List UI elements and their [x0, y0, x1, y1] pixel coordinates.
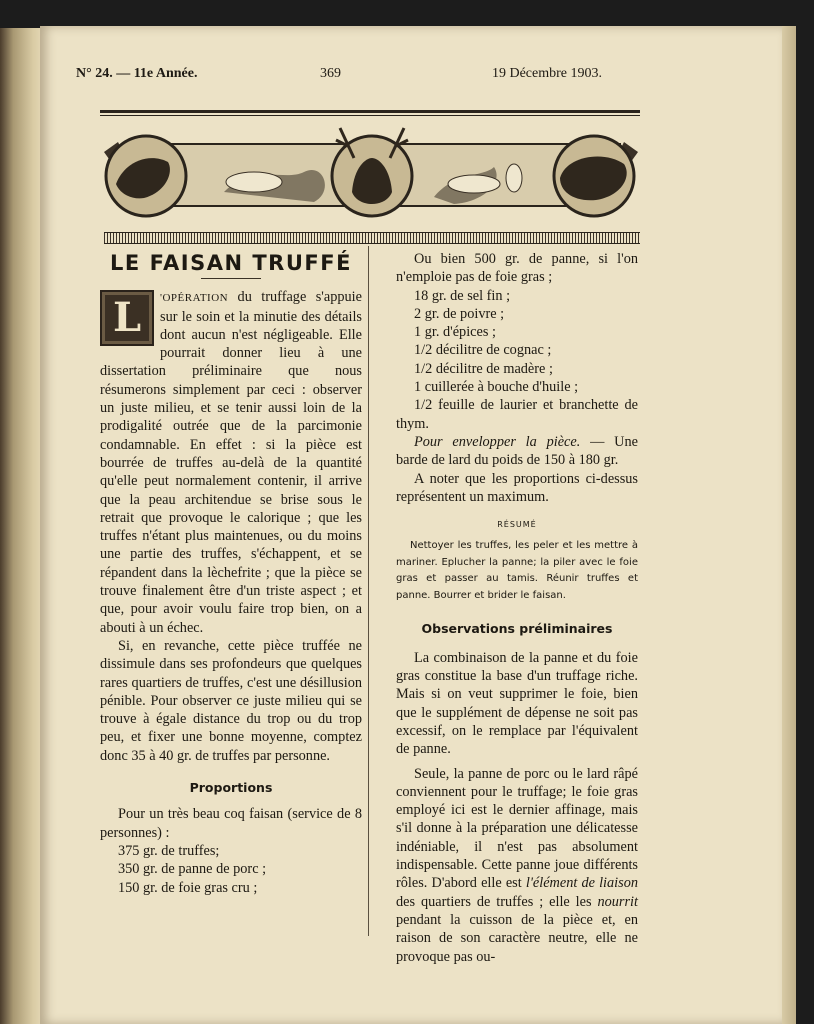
obs2-text-b: des quartiers de truffes ; elle les [396, 893, 598, 910]
ingredient-item: 350 gr. de panne de porc ; [118, 861, 267, 878]
envelop-italic: Pour envelopper la pièce. [414, 433, 581, 450]
resume-text: Nettoyer les truffes, les peler et les mettre à mariner. Eplucher la panne; la piler avec le foie gras et passer au tamis. Réunir truffes et panne. Bourrer et brider le faisan. [396, 540, 638, 601]
envelop-paragraph [396, 433, 638, 470]
book-spine [0, 28, 44, 1024]
article-title: LE FAISAN TRUFFÉ [110, 251, 352, 275]
ingredient-item: 1 gr. d'épices ; [414, 324, 496, 341]
observations-paragraph-1: La combinaison de la panne et du foie gras constitue la base d'un truffage riche. Mais si on veut supprimer le foie, bien que le supplément de dépense ne soit pas excessif, on le remplace par l'équivalent de panne. [396, 649, 638, 758]
column-divider [368, 246, 369, 936]
proportions-intro: Pour un très beau coq faisan (service de 8 personnes) : [100, 806, 362, 841]
ingredient-item-last: 1/2 feuille de laurier et branchette de thym. [396, 397, 638, 432]
lead-paragraph [100, 288, 362, 637]
ingredient-item: 1 cuillerée à bouche d'huile ; [414, 379, 579, 396]
right-column [396, 250, 638, 966]
observations-heading: Observations préliminaires [421, 621, 613, 637]
issue-date: 19 Décembre 1903. [491, 66, 602, 81]
game-animals-banner [104, 122, 638, 228]
ingredient-item: 375 gr. de truffes; [118, 842, 220, 859]
ingredient-item: 18 gr. de sel fin ; [414, 287, 511, 304]
paragraph-2: Si, en revanche, cette pièce truffée ne dissimule dans ses profondeurs que quelques rares quartiers de truffes, c'est une désillusion pénible. Pour observer ce juste milieu qui se trouve à égale distance du trop ou du trop peu, et fixer une bonne moyenne, comptez donc 35 à 40 gr. de truffes par personne. [100, 637, 362, 764]
ingredient-item: 2 gr. de poivre ; [414, 305, 505, 322]
header-rule [100, 110, 640, 113]
page-header [76, 66, 602, 86]
obs2-italic-liaison: l'élément de liaison [525, 875, 638, 892]
page-number: 369 [320, 66, 341, 81]
lead-text: du truffage s'appuie sur le soin et la minutie des détails dont aucun n'est négligeable. Elle pourrait donner lieu à une dissertation préliminaire que nous résumerons simplement par ceci : observer un juste milieu, et se tenir aussi loin de la prodigalité outrée que de la parcimonie condamnable. En effet : si la pièce est bourrée de truffes au-delà de la quantité qu'elle peut normalement contenir, il arrive que la peau architendue se brise sous le retrait que provoque le calorique ; que les truffes n'étant plus maintenues, ou du moins une partie des truffes, s'échappent, et se répandent dans la lèchefrite ; que la pièce se trouve finalement être d'un triste aspect ; et que, pour avoir voulu faire trop bien, on a abouti à un échec. [100, 289, 362, 636]
lead-smallcaps: 'OPÉRATION [160, 292, 229, 305]
maximum-note: A noter que les proportions ci-dessus représentent un maximum. [396, 470, 638, 505]
issue-number: N° 24. — 11e Année. [76, 66, 198, 81]
drop-cap: L [100, 290, 154, 346]
ingredient-item: 150 gr. de foie gras cru ; [118, 879, 258, 896]
page-edge [782, 26, 796, 1024]
obs2-text-a: Seule, la panne de porc ou le lard râpé conviennent pour le truffage; le foie gras employé ici est le dernier affinage, mais s'il donne à la préparation une délicatesse indéniable, il n'est pas absolument indispensable. Cette panne joue différents rôles. D'abord elle est [396, 765, 638, 892]
obs2-italic-nourrit: nourrit [597, 893, 638, 910]
proportions-heading: Proportions [189, 780, 273, 796]
ingredient-item: 1/2 décilitre de cognac ; [414, 342, 552, 359]
envelop-text: — Une barde de lard du poids de 150 à 180 gr. [396, 433, 638, 469]
resume-heading: RÉSUMÉ [497, 520, 537, 530]
alternative-panne: Ou bien 500 gr. de panne, si l'on n'emploie pas de foie gras ; [396, 251, 638, 286]
title-underline [201, 278, 261, 279]
header-rule-thin [100, 115, 640, 116]
obs2-text-c: pendant la cuisson de la pièce et, en raison de son caractère neutre, elle ne provoque pas ou- [396, 911, 638, 965]
observations-paragraph-2 [396, 765, 638, 966]
ornamental-rule [104, 232, 640, 244]
ingredient-item: 1/2 décilitre de madère ; [414, 360, 553, 377]
left-column [100, 250, 362, 897]
